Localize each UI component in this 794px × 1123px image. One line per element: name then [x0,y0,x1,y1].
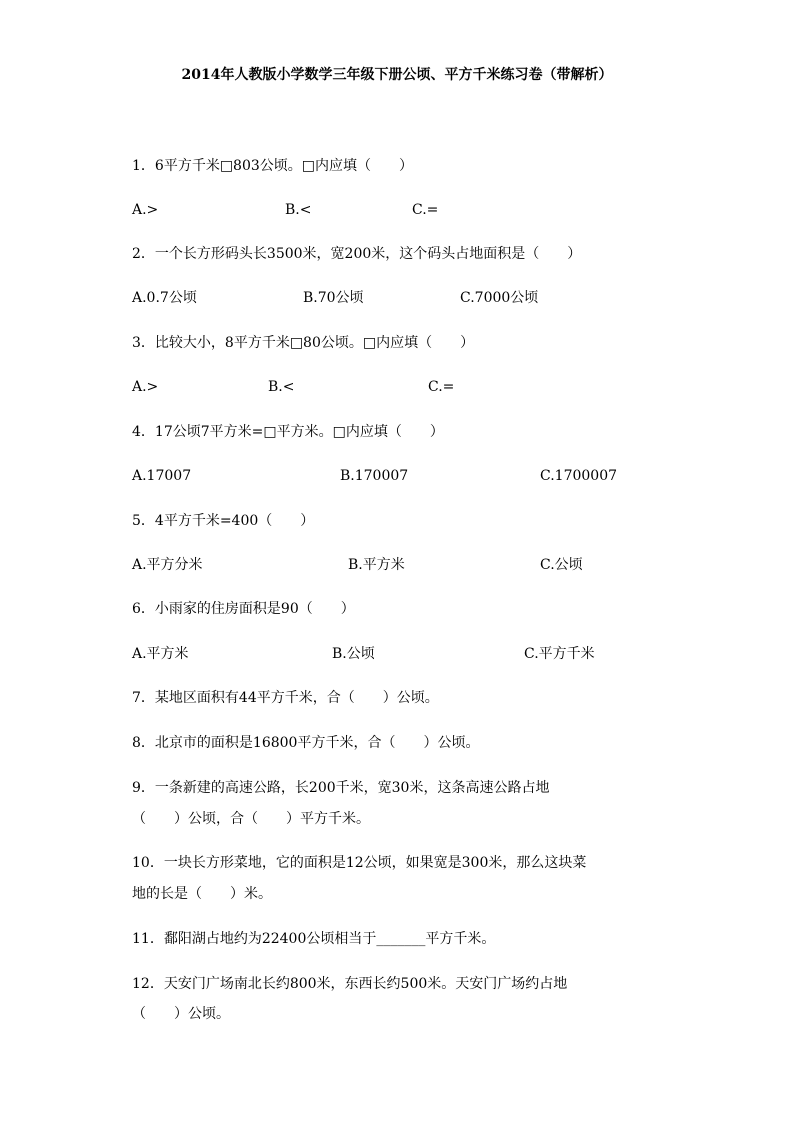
question-11: 11．鄱阳湖占地约为22400公顷相当于_______平方千米。 [132,931,496,947]
question-6: 6．小雨家的住房面积是90（ ） [132,601,355,617]
question-2-option-c: C.7000公顷 [460,290,539,306]
question-6-option-a: A.平方米 [132,646,189,662]
question-4-option-c: C.1700007 [540,468,618,484]
question-2: 2．一个长方形码头长3500米，宽200米，这个码头占地面积是（ ） [132,246,582,262]
question-12-line-2: （ ）公顷。 [132,1006,230,1022]
question-8: 8．北京市的面积是16800平方千米，合（ ）公顷。 [132,735,480,751]
question-12-line-1: 12．天安门广场南北长约800米，东西长约500米。天安门广场约占地 [132,976,568,992]
question-3-option-b: B.< [268,379,295,395]
question-4-option-a: A.17007 [132,468,192,484]
question-5-option-b: B.平方米 [348,557,405,573]
question-2-option-a: A.0.7公顷 [132,290,197,306]
question-5-option-a: A.平方分米 [132,557,203,573]
question-10-line-2: 地的长是（ ）米。 [132,886,272,902]
question-3-option-c: C.= [428,379,455,395]
question-1-option-b: B.< [285,202,312,218]
question-9-line-1: 9．一条新建的高速公路，长200千米，宽30米，这条高速公路占地 [132,780,550,796]
question-4-option-b: B.170007 [340,468,409,484]
question-7: 7．某地区面积有44平方千米，合（ ）公顷。 [132,690,439,706]
question-1-option-a: A.> [132,202,159,218]
question-10-line-1: 10．一块长方形菜地，它的面积是12公顷，如果宽是300米，那么这块菜 [132,855,587,871]
question-6-option-c: C.平方千米 [524,646,595,662]
question-1-option-c: C.= [412,202,439,218]
question-4: 4．17公顷7平方米=□平方米。□内应填（ ） [132,424,444,440]
question-9-line-2: （ ）公顷，合（ ）平方千米。 [132,811,370,827]
question-5-option-c: C.公顷 [540,557,583,573]
question-2-option-b: B.70公顷 [303,290,364,306]
question-1: 1．6平方千米□803公顷。□内应填（ ） [132,158,413,174]
question-6-option-b: B.公顷 [332,646,375,662]
question-3-option-a: A.> [132,379,159,395]
question-5: 5．4平方千米=400（ ） [132,513,315,529]
question-3: 3．比较大小，8平方千米□80公顷。□内应填（ ） [132,335,475,351]
document-title: 2014年人教版小学数学三年级下册公顷、平方千米练习卷（带解析） [181,67,613,83]
